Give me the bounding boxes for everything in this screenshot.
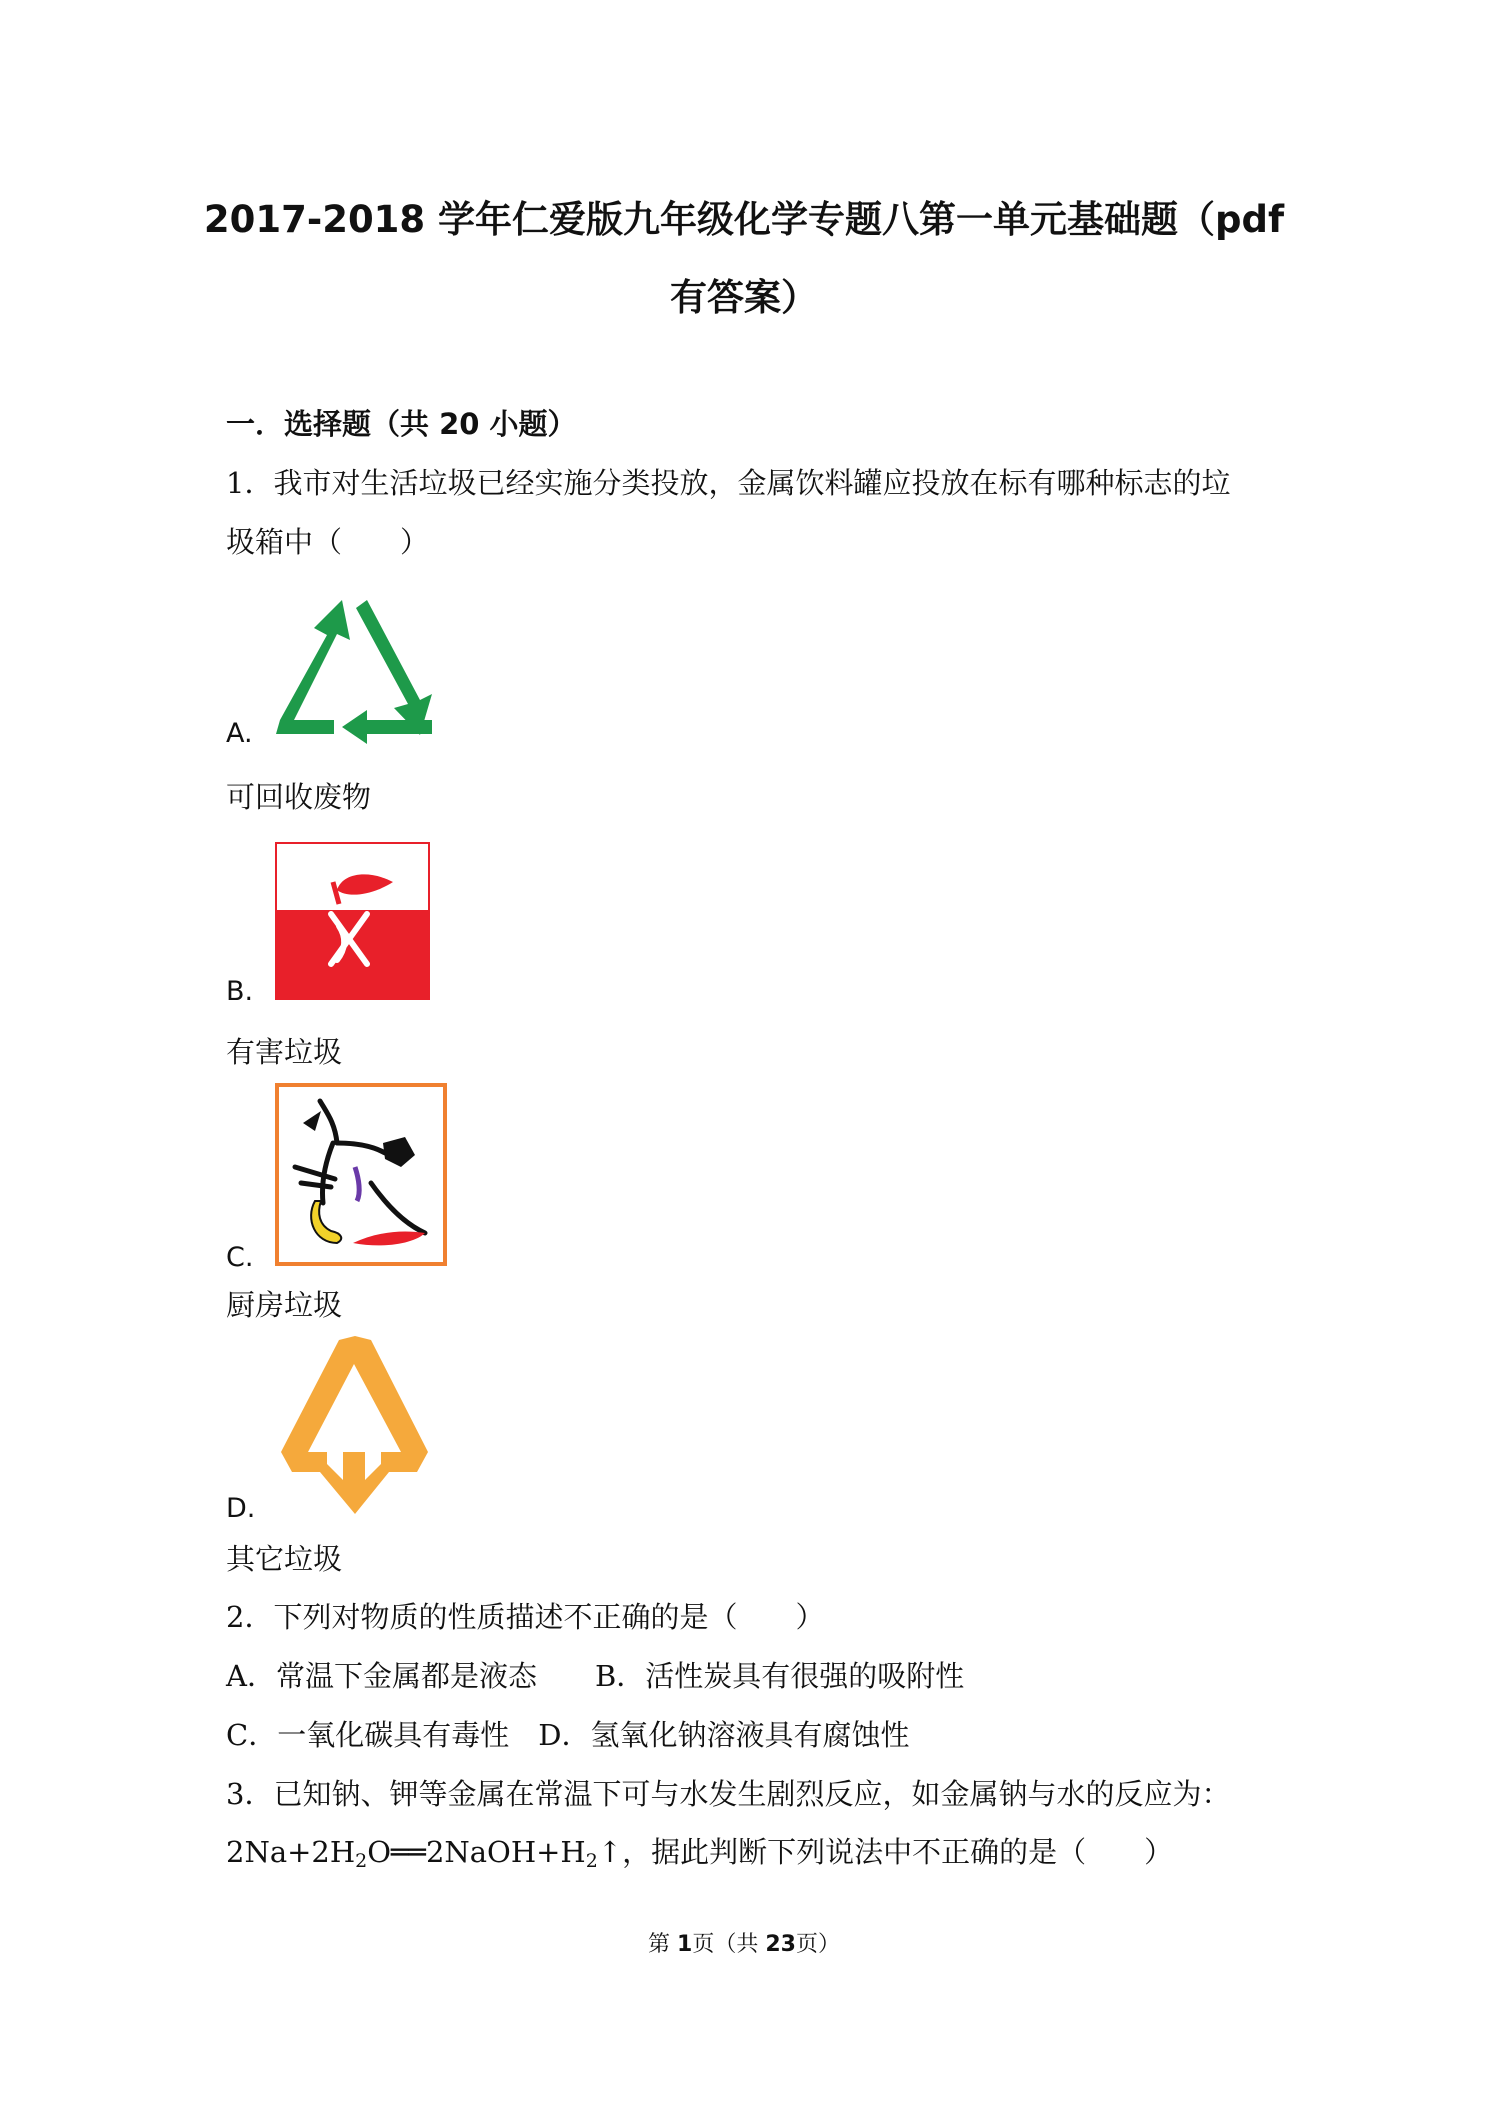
other-waste-icon — [277, 1334, 432, 1518]
document-title-line-2: 有答案） — [670, 276, 818, 319]
footer-page-number: 1 — [677, 1932, 693, 1957]
question-3-equation-line — [226, 1835, 1174, 1872]
page-footer — [0, 1934, 1488, 1956]
question-2-options-row-1: A．常温下金属都是液态 B．活性炭具有很强的吸附性 — [226, 1659, 965, 1693]
equation-subscript-2: 2 — [585, 1850, 598, 1872]
option-a-letter: A. — [226, 718, 253, 749]
equation-subscript-1: 2 — [355, 1850, 368, 1872]
option-c-caption: 厨房垃圾 — [226, 1288, 343, 1322]
footer-prefix: 第 — [648, 1932, 678, 1957]
equation-part-b: O══2NaOH+H — [367, 1835, 586, 1869]
question-2-options-row-2: C．一氧化碳具有毒性 D．氢氧化钠溶液具有腐蚀性 — [226, 1718, 910, 1752]
kitchen-waste-icon — [275, 1083, 447, 1266]
footer-middle: 页（共 — [692, 1932, 766, 1957]
equation-part-c: ↑，据此判断下列说法中不正确的是（ ） — [597, 1835, 1174, 1869]
option-d-caption: 其它垃圾 — [226, 1542, 343, 1576]
equation-part-a: 2Na+2H — [226, 1835, 356, 1869]
footer-total-pages: 23 — [765, 1932, 796, 1957]
question-1-stem-line-1: 1．我市对生活垃圾已经实施分类投放，金属饮料罐应投放在标有哪种标志的垃 — [226, 466, 1231, 500]
question-2-stem: 2．下列对物质的性质描述不正确的是（ ） — [226, 1600, 825, 1634]
option-a-caption: 可回收废物 — [226, 780, 372, 814]
option-b-caption: 有害垃圾 — [226, 1035, 343, 1069]
document-title-line-1: 2017-2018 学年仁爱版九年级化学专题八第一单元基础题（pdf — [203, 198, 1285, 241]
footer-suffix: 页） — [795, 1932, 840, 1957]
question-3-stem-line-1: 3．已知钠、钾等金属在常温下可与水发生剧烈反应，如金属钠与水的反应为： — [226, 1777, 1231, 1811]
section-heading: 一．选择题（共 20 小题） — [226, 407, 577, 441]
question-1-stem-line-2: 圾箱中（ ） — [226, 525, 430, 559]
hazardous-waste-icon — [275, 842, 430, 1000]
option-b-letter: B. — [226, 976, 254, 1007]
option-c-letter: C. — [226, 1242, 254, 1273]
option-d-letter: D. — [226, 1493, 256, 1524]
recycle-triangle-icon — [272, 590, 442, 745]
